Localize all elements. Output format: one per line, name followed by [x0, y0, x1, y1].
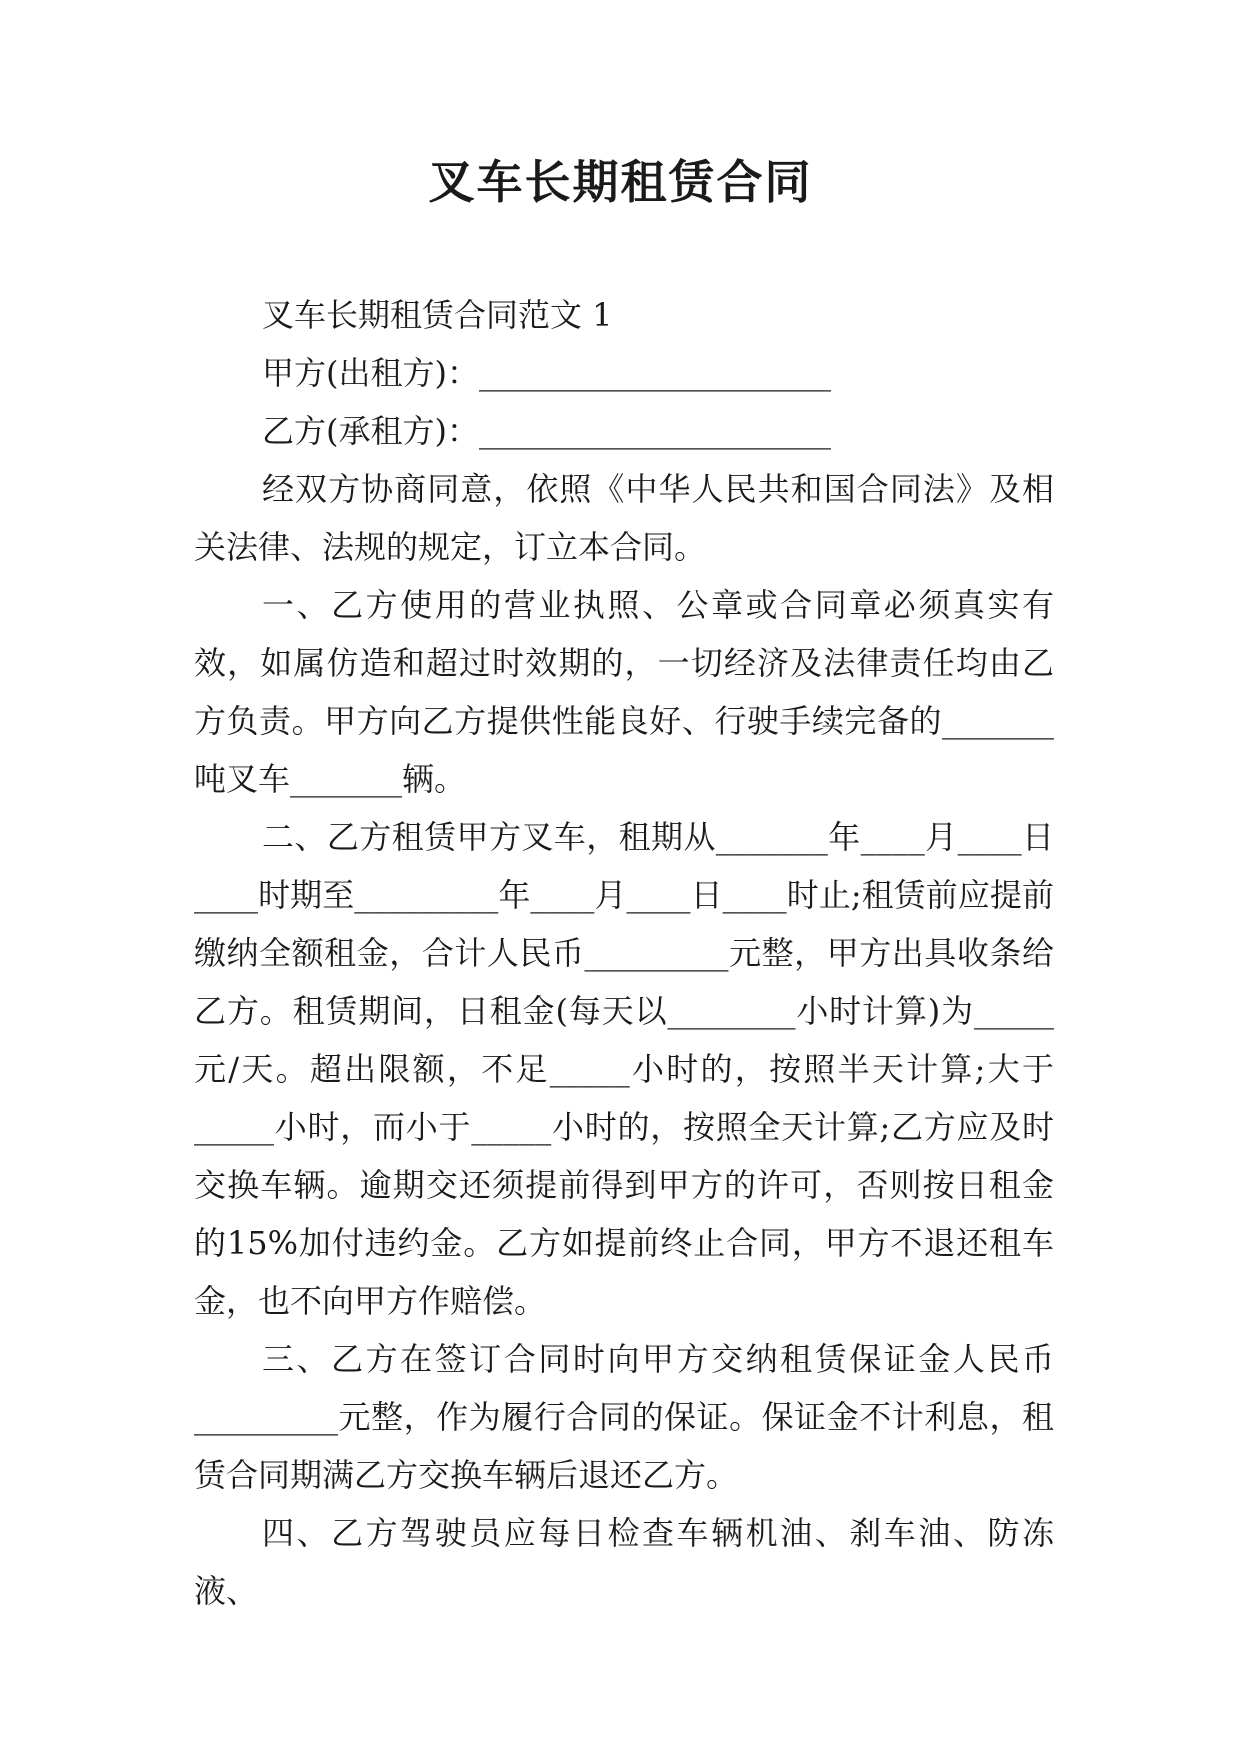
clause-2-paragraph: 二、乙方租赁甲方叉车，租期从_______年____月____日____时期至_________年____月____日____时止;租赁前应提前缴纳全额租金，合计人民币_________元整，甲方出具收条给乙方。租赁期间，日租金(每天以________小时计算)为_____元/天。超出限额，不足_____小时的，按照半天计算;大于_____小时，而小于_____小时的，按照全天计算;乙方应及时交换车辆。逾期交还须提前得到甲方的许可，否则按日租金的15%加付违约金。乙方如提前终止合同，甲方不退还租车金，也不向甲方作赔偿。 [194, 818, 1054, 1320]
preamble-paragraph: 经双方协商同意，依照《中华人民共和国合同法》及相关法律、法规的规定，订立本合同。 [194, 470, 1054, 566]
document-title: 叉车长期租赁合同 [428, 155, 813, 209]
clause-3-paragraph: 三、乙方在签订合同时向甲方交纳租赁保证金人民币_________元整，作为履行合同的保证。保证金不计利息，租赁合同期满乙方交换车辆后退还乙方。 [194, 1340, 1054, 1494]
clause-1-paragraph: 一、乙方使用的营业执照、公章或合同章必须真实有效，如属仿造和超过时效期的，一切经济及法律责任均由乙方负责。甲方向乙方提供性能良好、行驶手续完备的_______吨叉车_______辆。 [194, 586, 1054, 798]
subtitle-line: 叉车长期租赁合同范文 1 [262, 296, 613, 334]
party-b-line: 乙方(承租方)：______________________ [262, 412, 831, 450]
party-a-line: 甲方(出租方)：______________________ [262, 354, 831, 392]
document-body [194, 286, 1054, 1620]
clause-4-paragraph: 四、乙方驾驶员应每日检查车辆机油、刹车油、防冻液、 [194, 1514, 1054, 1610]
